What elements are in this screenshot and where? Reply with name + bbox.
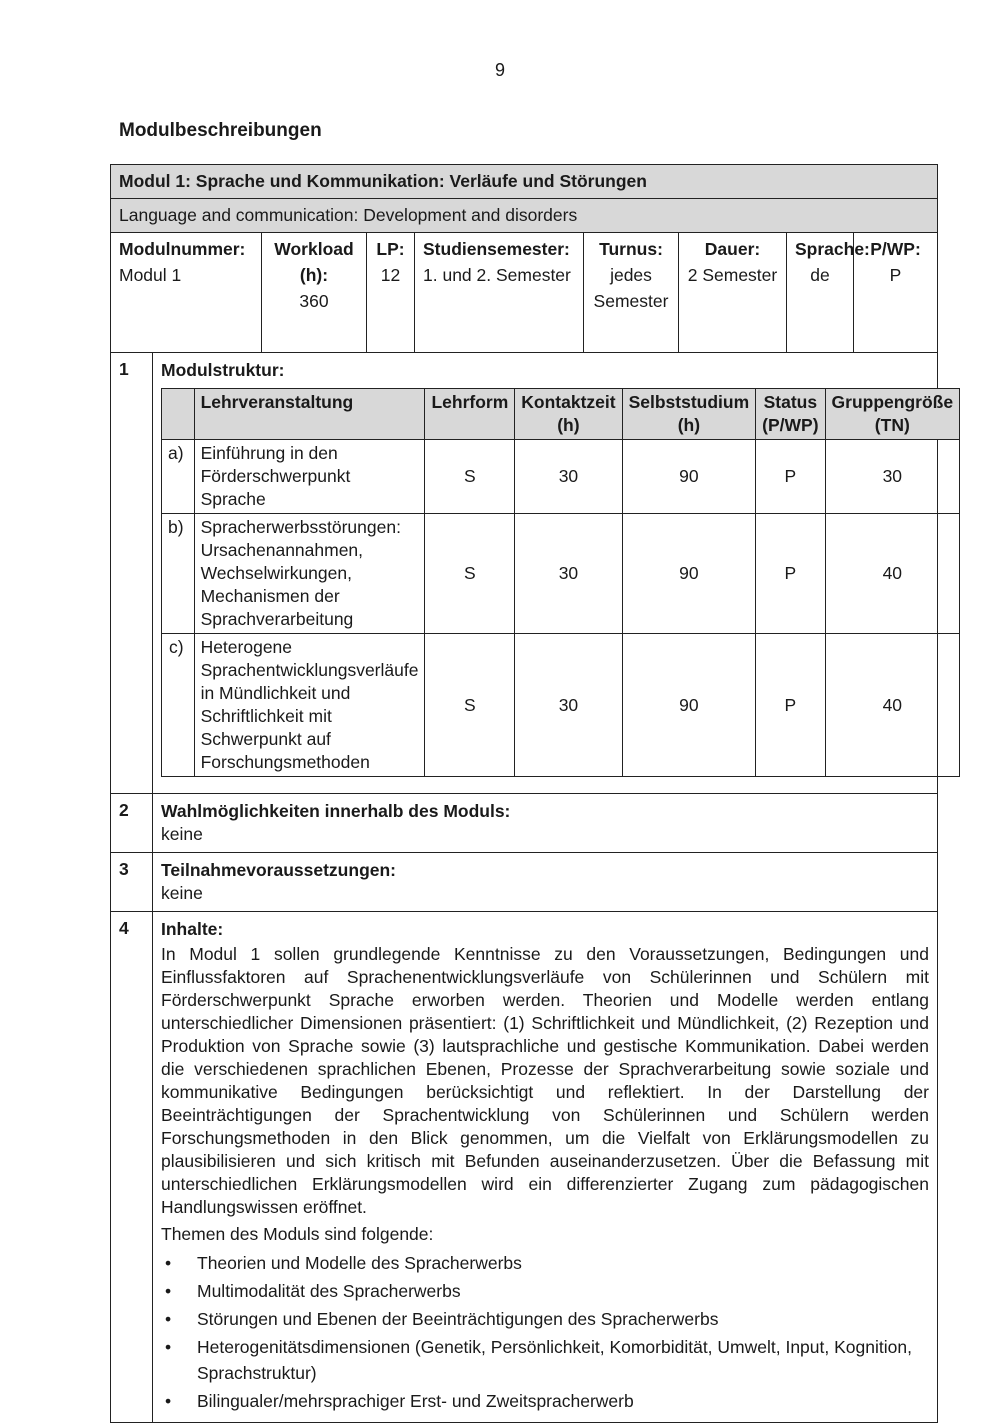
table-row: c) Heterogene Sprachentwicklungsverläufe in Mündlichkeit und Schriftlichkeit mit Schwerpunkt auf Forschungsmethoden S 30 90 P 40 bbox=[162, 634, 960, 777]
module-table bbox=[110, 164, 954, 1423]
header-lehrveranstaltung: Lehrveranstaltung bbox=[194, 389, 425, 440]
module-title: Modul 1: Sprache und Kommunikation: Verläufe und Störungen bbox=[111, 165, 937, 199]
page-heading: Modulbeschreibungen bbox=[119, 120, 322, 141]
meta-studiensemester: Studiensemester: 1. und 2. Semester bbox=[415, 233, 584, 352]
section-label: Teilnahmevoraussetzungen: bbox=[161, 860, 397, 880]
list-item: • Störungen und Ebenen der Beeinträchtigungen des Spracherwerbs bbox=[161, 1306, 929, 1332]
list-item: • Bilingualer/mehrsprachiger Erst- und Zweitspracherwerb bbox=[161, 1388, 929, 1414]
section-1 bbox=[111, 353, 954, 794]
module-meta-row bbox=[111, 233, 937, 353]
header-status: Status (P/WP) bbox=[756, 389, 825, 440]
module-subtitle: Language and communication: Development and disorders bbox=[111, 199, 937, 233]
table-row: a) Einführung in den Förderschwerpunkt Sprache S 30 90 P 30 bbox=[162, 440, 960, 514]
page-number: 9 bbox=[494, 60, 505, 80]
meta-dauer: Dauer: 2 Semester bbox=[679, 233, 787, 352]
themes-intro: Themen des Moduls sind folgende: bbox=[161, 1224, 434, 1244]
meta-workload: Workload (h): 360 bbox=[262, 233, 367, 352]
section-3 bbox=[111, 853, 937, 912]
meta-sprache: Sprache: de bbox=[787, 233, 854, 352]
header-lehrform: Lehrform bbox=[425, 389, 515, 440]
meta-lp: LP: 12 bbox=[367, 233, 415, 352]
section-text: keine bbox=[161, 883, 203, 903]
header-selbststudium: Selbststudium (h) bbox=[622, 389, 756, 440]
section-number: 4 bbox=[111, 912, 153, 1422]
section-label: Inhalte: bbox=[161, 919, 224, 939]
bullet-icon: • bbox=[165, 1391, 172, 1411]
bullet-icon: • bbox=[165, 1337, 172, 1357]
section-text: keine bbox=[161, 824, 203, 844]
table-row: b) Spracherwerbsstörungen: Ursachenannahmen, Wechselwirkungen, Mechanismen der Sprachverarbeitung S 30 90 P 40 bbox=[162, 514, 960, 634]
section-number: 1 bbox=[111, 353, 153, 793]
meta-modulnummer: Modulnummer: Modul 1 bbox=[111, 233, 262, 352]
meta-turnus: Turnus: jedes Semester bbox=[584, 233, 679, 352]
list-item: • Multimodalität des Spracherwerbs bbox=[161, 1278, 929, 1304]
themes-list bbox=[161, 1250, 929, 1414]
list-item: • Heterogenitätsdimensionen (Genetik, Persönlichkeit, Komorbidität, Umwelt, Input, Kognition, Sprachstruktur) bbox=[161, 1334, 929, 1386]
bullet-icon: • bbox=[165, 1253, 172, 1273]
header-gruppengroesse: Gruppengröße (TN) bbox=[825, 389, 960, 440]
meta-pwp: P/WP: P bbox=[870, 239, 921, 285]
section-label: Modulstruktur: bbox=[161, 360, 285, 380]
section-number: 2 bbox=[111, 794, 153, 852]
section-number: 3 bbox=[111, 853, 153, 911]
header-kontaktzeit: Kontaktzeit (h) bbox=[515, 389, 622, 440]
section-4 bbox=[111, 912, 937, 1422]
section-label: Wahlmöglichkeiten innerhalb des Moduls: bbox=[161, 801, 511, 821]
header-blank bbox=[162, 389, 195, 440]
list-item: • Theorien und Modelle des Spracherwerbs bbox=[161, 1250, 929, 1276]
bullet-icon: • bbox=[165, 1309, 172, 1329]
course-table bbox=[161, 388, 960, 777]
bullet-icon: • bbox=[165, 1281, 172, 1301]
section-paragraph: In Modul 1 sollen grundlegende Kenntnisse zu den Voraussetzungen, Bedingungen und Einflussfaktoren auf Sprachenentwicklungsverläufe von Schülerinnen und Schülern mit Förderschwerpunkt Sprache erworben werden. Theorien und Modelle werden entlang unterschiedlicher Dimensionen präsentiert: (1) Schriftlichkeit und Mündlichkeit, (2) Rezeption und Produktion von Sprache sowie (3) lautsprachliche und gestische Kommunikation. Dabei werden die verschiedenen sprachlichen Ebenen, Prozesse der Sprachverarbeitung sowie soziale und kommunikative Bedingungen berücksichtigt und reflektiert. In der Darstellung der Beeinträchtigungen der Sprachentwicklung von Schülerinnen und Schülern werden Forschungsmethoden in den Blick genommen, um die Vielfalt von Erklärungsmodellen zu plausibilisieren und sich kritisch mit Befunden auseinanderzusetzen. Über die Befassung mit unterschiedlichen Erklärungsmodellen wird ein differenzierter Zugang zum pädagogischen Handlungswissen eröffnet. bbox=[161, 944, 929, 1217]
section-2 bbox=[111, 794, 937, 853]
